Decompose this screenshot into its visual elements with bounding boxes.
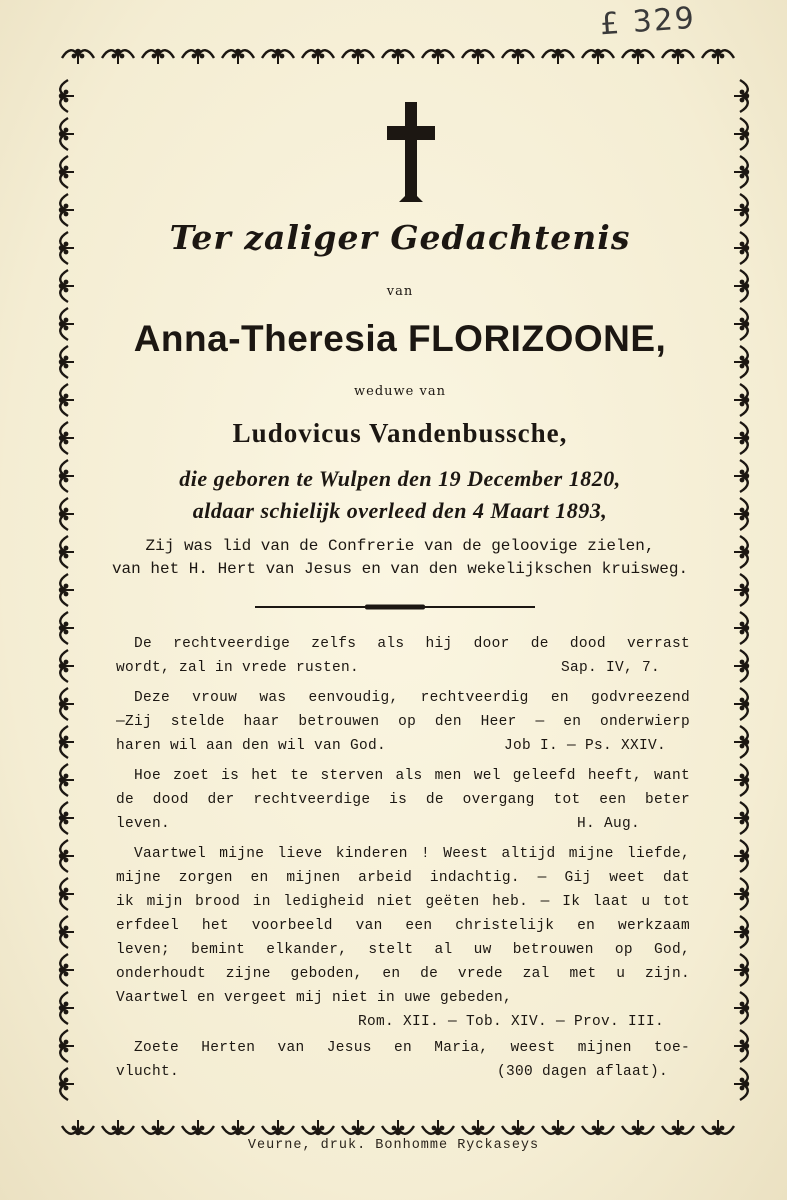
quote-line: leven. [116, 816, 171, 832]
border-ornament [59, 194, 74, 226]
quote-line: wordt, zal in vrede rusten. [116, 660, 360, 676]
border-ornament [59, 536, 74, 568]
border-ornament [734, 346, 749, 378]
printer-imprint: Veurne, druk. Bonhomme Ryckaseys [247, 1138, 540, 1153]
border-ornament [734, 156, 749, 188]
border-ornament [342, 1120, 374, 1135]
border-ornament [462, 1120, 494, 1135]
border-ornament [142, 49, 174, 64]
quote-line: Vaartwel en vergeet mij niet in uwe gebeden, [116, 990, 513, 1006]
divider-rule [255, 603, 535, 611]
border-ornament [59, 1030, 74, 1062]
border-ornament [59, 574, 74, 606]
border-bottom [62, 1120, 734, 1135]
quote-line: onderhoudt zijne geboden, en de vrede zal met u zijn. [116, 966, 690, 982]
border-ornament [182, 1120, 214, 1135]
quote-line: vlucht. [116, 1064, 180, 1080]
memorial-title: Ter zaliger Gedachtenis [169, 218, 631, 257]
border-ornament [262, 49, 294, 64]
border-ornament [502, 49, 534, 64]
border-ornament [142, 1120, 174, 1135]
border-ornament [622, 1120, 654, 1135]
deceased-name: Anna-Theresia FLORIZOONE, [133, 318, 667, 359]
border-ornament [734, 308, 749, 340]
border-ornament [102, 1120, 134, 1135]
border-ornament [102, 49, 134, 64]
border-ornament [59, 232, 74, 264]
quote-paragraph-2 [116, 686, 690, 758]
border-ornament [734, 460, 749, 492]
indulgence-note: (300 dagen aflaat). [496, 1064, 668, 1080]
border-ornament [734, 574, 749, 606]
handwritten-annotation: £ 329 [598, 0, 697, 43]
confrerie-line-2: van het H. Hert van Jesus en van den wekelijkschen kruisweg. [111, 560, 689, 578]
quote-line: Hoe zoet is het te sterven als men wel geleefd heeft, want [134, 768, 690, 784]
quote-line: de dood der rechtveerdige is de overgang tot een beter [116, 792, 690, 808]
border-ornament [734, 650, 749, 682]
border-ornament [734, 764, 749, 796]
border-ornament [734, 1030, 749, 1062]
border-ornament [734, 916, 749, 948]
quote-line: De rechtveerdige zelfs als hij door de dood verrast [134, 636, 690, 652]
border-ornament [734, 878, 749, 910]
quote-line: mijne zorgen en mijnen arbeid indachtig. — Gij weet dat [116, 870, 690, 886]
border-ornament [734, 422, 749, 454]
border-ornament [734, 802, 749, 834]
border-ornament [734, 498, 749, 530]
border-ornament [59, 156, 74, 188]
border-ornament [59, 802, 74, 834]
border-ornament [59, 1068, 74, 1100]
husband-name: Ludovicus Vandenbussche, [232, 418, 568, 448]
border-ornament [734, 194, 749, 226]
border-ornament [542, 1120, 574, 1135]
border-ornament [59, 612, 74, 644]
border-ornament [262, 1120, 294, 1135]
border-ornament [734, 536, 749, 568]
border-ornament [702, 49, 734, 64]
quote-line: Zoete Herten van Jesus en Maria, weest mijnen toe- [134, 1040, 690, 1056]
border-ornament [62, 1120, 94, 1135]
border-ornament [734, 270, 749, 302]
border-ornament [59, 80, 74, 112]
border-ornament [734, 384, 749, 416]
quote-line: leven; bemint elkander, stelt al uw betrouwen op God, [116, 942, 690, 958]
border-ornament [422, 1120, 454, 1135]
border-ornament [59, 498, 74, 530]
border-ornament [462, 49, 494, 64]
border-ornament [734, 954, 749, 986]
border-ornament [734, 232, 749, 264]
border-ornament [734, 118, 749, 150]
border-ornament [582, 1120, 614, 1135]
scripture-reference: Sap. IV, 7. [560, 660, 660, 676]
border-ornament [342, 49, 374, 64]
border-ornament [222, 1120, 254, 1135]
border-ornament [59, 422, 74, 454]
border-ornament [59, 916, 74, 948]
border-ornament [59, 346, 74, 378]
border-ornament [662, 49, 694, 64]
border-ornament [59, 308, 74, 340]
border-ornament [62, 49, 94, 64]
border-ornament [59, 878, 74, 910]
van-label: van [386, 284, 414, 299]
quote-line: —Zij stelde haar betrouwen op den Heer — en onderwierp [116, 714, 690, 730]
border-ornament [734, 1068, 749, 1100]
border-ornament [502, 1120, 534, 1135]
border-ornament [59, 688, 74, 720]
border-ornament [734, 80, 749, 112]
border-left [59, 80, 74, 1100]
birth-line: die geboren te Wulpen den 19 December 1820, [179, 466, 621, 491]
cross-icon [385, 100, 437, 204]
confrerie-line-1: Zij was lid van de Confrerie van de geloovige zielen, [145, 537, 655, 555]
quote-paragraph-4 [116, 842, 690, 1034]
scripture-reference: Rom. XII. — Tob. XIV. — Prov. III. [357, 1014, 664, 1030]
border-ornament [59, 384, 74, 416]
border-ornament [734, 612, 749, 644]
border-ornament [662, 1120, 694, 1135]
border-ornament [302, 1120, 334, 1135]
border-ornament [59, 992, 74, 1024]
border-ornament [734, 992, 749, 1024]
border-ornament [59, 270, 74, 302]
border-ornament [59, 726, 74, 758]
border-ornament [734, 840, 749, 872]
border-ornament [382, 49, 414, 64]
border-ornament [59, 650, 74, 682]
quote-line: erfdeel het voorbeeld van een christelijk en werkzaam [116, 918, 690, 934]
quote-line: Vaartwel mijne lieve kinderen ! Weest altijd mijne liefde, [134, 846, 690, 862]
border-ornament [422, 49, 454, 64]
border-ornament [622, 49, 654, 64]
border-ornament [382, 1120, 414, 1135]
widow-label: weduwe van [354, 384, 446, 399]
border-ornament [302, 49, 334, 64]
border-ornament [222, 49, 254, 64]
quote-line: haren wil aan den wil van God. [116, 738, 387, 754]
border-ornament [582, 49, 614, 64]
quote-line: Deze vrouw was eenvoudig, rechtveerdig en godvreezend [134, 690, 690, 706]
scripture-reference: Job I. — Ps. XXIV. [503, 738, 666, 754]
border-ornament [59, 460, 74, 492]
border-ornament [59, 764, 74, 796]
quote-paragraph-1 [116, 632, 690, 680]
border-ornament [59, 840, 74, 872]
death-line: aldaar schielijk overleed den 4 Maart 1893, [192, 498, 608, 523]
quote-paragraph-5 [116, 1036, 690, 1084]
border-ornament [59, 954, 74, 986]
border-ornament [734, 688, 749, 720]
border-ornament [702, 1120, 734, 1135]
border-top [62, 49, 734, 64]
border-ornament [182, 49, 214, 64]
border-right [734, 80, 749, 1100]
quote-paragraph-3 [116, 764, 690, 836]
scripture-reference: H. Aug. [576, 816, 640, 832]
border-ornament [542, 49, 574, 64]
border-ornament [59, 118, 74, 150]
quote-line: ik mijn brood in ledigheid niet geëten heb. — Ik laat u tot [116, 894, 690, 910]
border-ornament [734, 726, 749, 758]
